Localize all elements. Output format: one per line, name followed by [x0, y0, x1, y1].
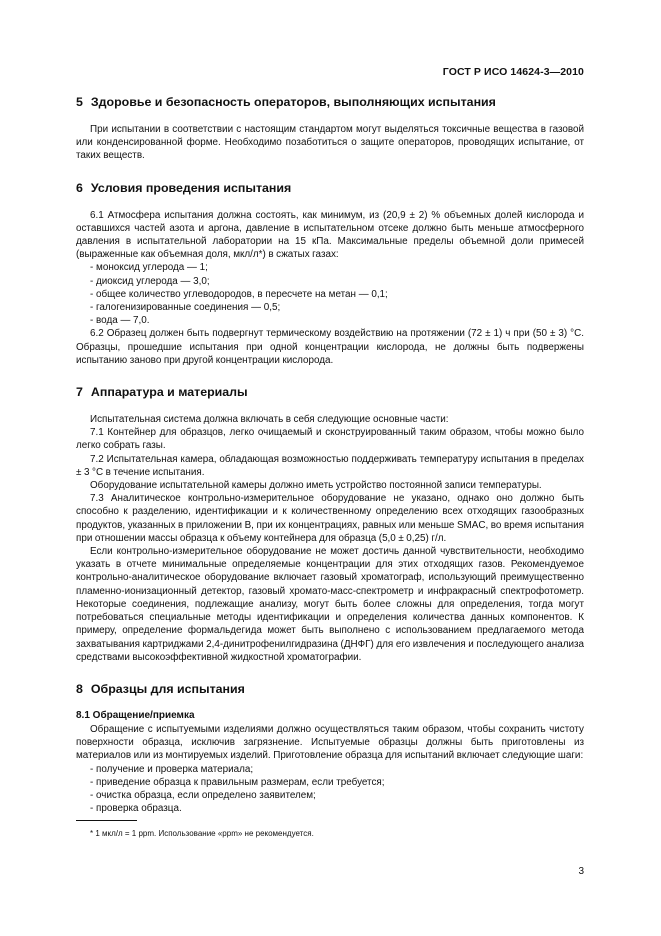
- clause-7-2: 7.2 Испытательная камера, обладающая возможностью поддерживать температуру испытания в пределах ± 3 °С в течение испытания.: [76, 453, 584, 478]
- page-content: [76, 94, 584, 847]
- document-header: ГОСТ Р ИСО 14624-3—2010: [442, 66, 584, 78]
- list-item: - проверка образца.: [90, 803, 182, 815]
- page-number: 3: [578, 866, 584, 877]
- list-item: - получение и проверка материала;: [90, 763, 254, 775]
- section-6-number: 6: [76, 180, 83, 195]
- subsection-8-1-heading: 8.1 Обращение/приемка: [76, 709, 195, 721]
- section-5-heading: [76, 94, 584, 110]
- section-5-number: 5: [76, 95, 83, 109]
- section-7-intro: Испытательная система должна включать в себя следующие основные части:: [90, 414, 449, 426]
- clause-6-2: 6.2 Образец должен быть подвергнут термическому воздействию на протяжении (72 ± 1) ч при (50 ± 3) °С. Образцы, прошедшие испытания при одной концентрации кислорода, не должны быть подвержены испытанию заново при другой концентрации кислорода.: [76, 328, 584, 366]
- list-item: - вода — 7,0.: [90, 315, 150, 327]
- list-item: - общее количество углеводородов, в пересчете на метан — 0,1;: [90, 288, 388, 300]
- list-item: - диоксид углерода — 3,0;: [90, 275, 210, 287]
- section-5-title: Здоровье и безопасность операторов, выполняющих испытания: [90, 95, 496, 109]
- list-item: - галогенизированные соединения — 0,5;: [90, 302, 281, 314]
- clause-7-1: 7.1 Контейнер для образцов, легко очищаемый и сконструированный таким образом, чтобы можно было легко собрать газы.: [76, 427, 584, 452]
- section-7-number: 7: [76, 385, 83, 400]
- footnote-divider: [76, 820, 137, 821]
- section-6-title: Условия проведения испытания: [90, 180, 292, 195]
- section-8-title: Образцы для испытания: [90, 681, 245, 696]
- list-item: - очистка образца, если определено заявителем;: [90, 789, 316, 801]
- section-5-paragraph: При испытании в соответствии с настоящим стандартом могут выделяться токсичные вещества в газовой или конденсированной форме. Необходимо позаботиться о защите операторов, проводящих испытание, от таких веществ.: [76, 124, 584, 162]
- list-item: - моноксид углерода — 1;: [90, 262, 208, 274]
- section-7-heading: [76, 384, 584, 400]
- clause-6-1: 6.1 Атмосфера испытания должна состоять, как минимум, из (20,9 ± 2) % объемных долей кислорода и оставшихся частей азота и аргона, давление в испытательном отсеке должно быть меньше атмосферного давления в испытательной лаборатории на 15 кПа. Максимальные пределы объемной доли примесей (выраженные как объемная доля, мкл/л*) в сжатых газах:: [76, 209, 584, 261]
- clause-8-1: Обращение с испытуемыми изделиями должно осуществляться таким образом, чтобы сохранить чистоту поверхности образца, исключив загрязнение. Испытуемые образцы должны быть приготовлены из материалов или из монтируемых изделий. Приготовление образца для испытаний включает следующие шаги:: [76, 723, 584, 762]
- section-8-heading: [76, 681, 584, 697]
- clause-7-3: 7.3 Аналитическое контрольно-измерительное оборудование не указано, однако оно должно быть способно к разделению, идентификации и к количественному определению всех отходящих газообразных продуктов, указанных в приложении В, при их концентрациях, равных или меньше SMAC, во время испытания при отношении массы образца к объему контейнера для образца (5,0 ± 0,25) г/л.: [76, 493, 584, 544]
- section-7-title: Аппаратура и материалы: [90, 385, 248, 400]
- footnote: * 1 мкл/л = 1 ppm. Использование «ppm» не рекомендуется.: [90, 829, 314, 839]
- section-8-number: 8: [76, 681, 83, 696]
- section-6-heading: [76, 180, 584, 196]
- clause-7-2-note: Оборудование испытательной камеры должно иметь устройство постоянной записи температуры.: [90, 480, 542, 492]
- clause-7-3-continued: Если контрольно-измерительное оборудование не может достичь данной чувствительности, необходимо указать в отчете минимальные определяемые концентрации для этих отходящих газов. Рекомендуемое контрольно-аналитическое оборудование включает газовый хроматограф, использующий преимущественно пламенно-ионизационный детектор, газовый хромато-масс-спектрометр и инфракрасный спектрофотометр. Некоторые соединения, подлежащие анализу, могут быть более сложны для определения, тогда могут потребоваться специальные методы идентификации и определения количества данных компонентов. К примеру, определение формальдегида может быть выполнено с использованием предлагаемого метода захватывания картриджами 2,4-динитрофенилгидразина (ДНФГ) для его извлечения и последующего анализа средствами высокоэффективной жидкостной хроматографии.: [76, 546, 584, 663]
- list-item: - приведение образца к правильным размерам, если требуется;: [90, 776, 385, 788]
